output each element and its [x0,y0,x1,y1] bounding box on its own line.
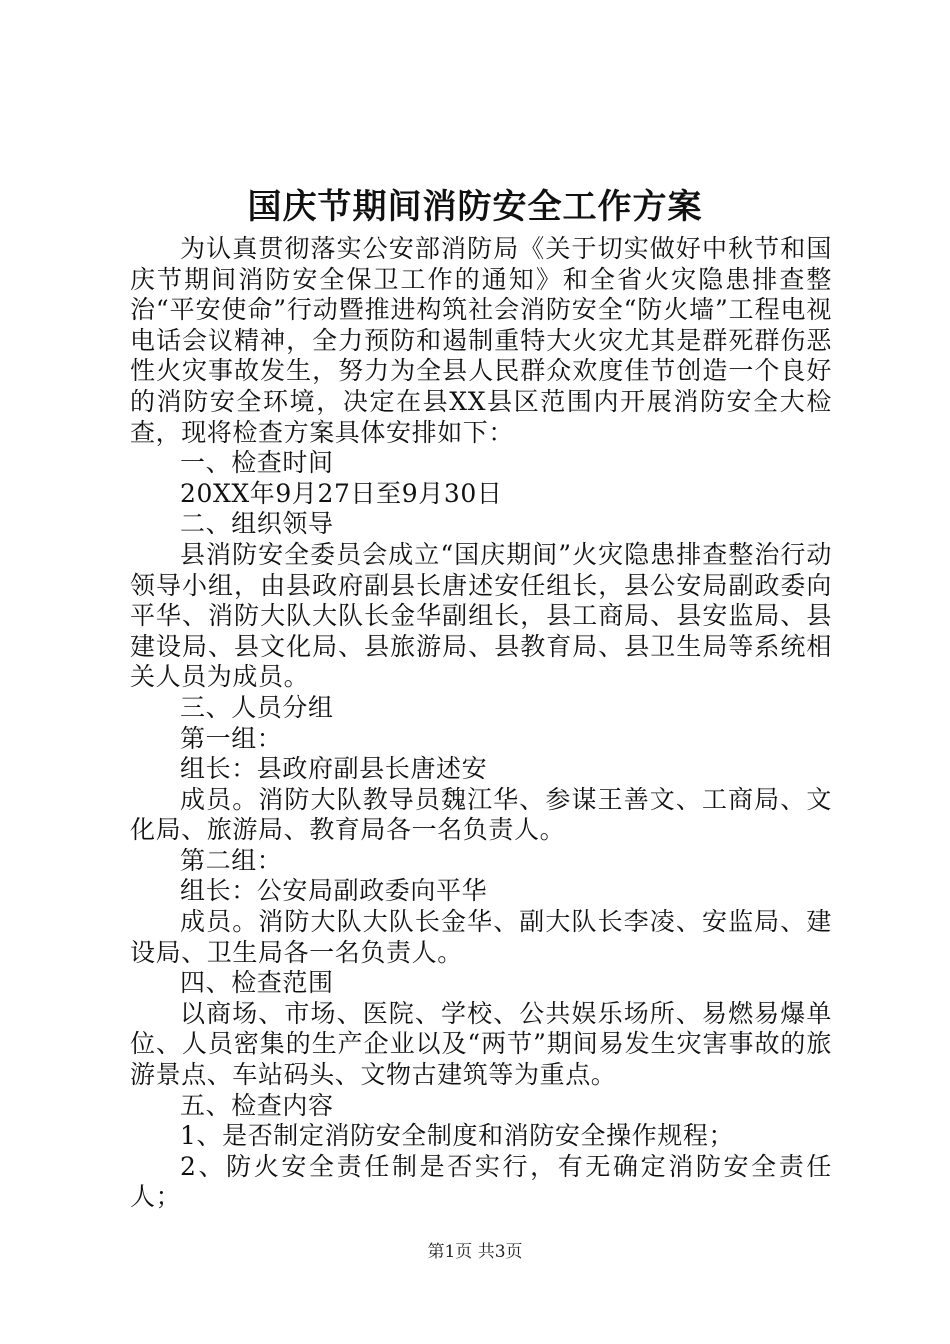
heading-personnel-groups: 三、人员分组 [180,692,334,722]
document-title: 国庆节期间消防安全工作方案 [247,187,703,227]
content-item-1: 1、是否制定消防安全制度和消防安全操作规程； [180,1121,735,1151]
heading-inspection-content: 五、检查内容 [180,1090,334,1120]
group-one-leader: 组长：县政府副县长唐述安 [180,754,488,784]
paragraph-inspection-scope: 以商场、市场、医院、学校、公共娱乐场所、易燃易爆单位、人员密集的生产企业以及“两节”期间易发生灾害事故的旅游景点、车站码头、文物古建筑等为重点。 [130,998,832,1090]
heading-inspection-scope: 四、检查范围 [180,968,334,998]
page-number-footer: 第1页 共3页 [427,1242,523,1262]
paragraph-inspection-dates: 20XX年9月27日至9月30日 [180,478,503,508]
group-one-label: 第一组： [180,723,283,753]
group-two-members: 成员。消防大队大队长金华、副大队长李凌、安监局、建设局、卫生局各一名负责人。 [130,907,832,967]
content-item-2: 2、防火安全责任制是否实行，有无确定消防安全责任人； [130,1151,832,1212]
heading-organization: 二、组织领导 [180,509,334,539]
group-two-label: 第二组： [180,845,283,875]
group-two-leader: 组长：公安局副政委向平华 [180,876,488,906]
heading-inspection-time: 一、检查时间 [180,448,334,478]
document-body [130,234,832,1213]
paragraph-intro: 为认真贯彻落实公安部消防局《关于切实做好中秋节和国庆节期间消防安全保卫工作的通知》和全省火灾隐患排查整治“平安使命”行动暨推进构筑社会消防安全“防火墙”工程电视电话会议精神，全力预防和遏制重特大火灾尤其是群死群伤恶性火灾事故发生，努力为全县人民群众欢度佳节创造一个良好的消防安全环境，决定在县XX县区范围内开展消防安全大检查，现将检查方案具体安排如下： [130,234,832,447]
group-one-members: 成员。消防大队教导员魏江华、参谋王善文、工商局、文化局、旅游局、教育局各一名负责人。 [130,784,832,845]
paragraph-organization: 县消防安全委员会成立“国庆期间”火灾隐患排查整治行动领导小组，由县政府副县长唐述安任组长，县公安局副政委向平华、消防大队大队长金华副组长，县工商局、县安监局、县建设局、县文化局、县旅游局、县教育局、县卫生局等系统相关人员为成员。 [130,539,832,692]
